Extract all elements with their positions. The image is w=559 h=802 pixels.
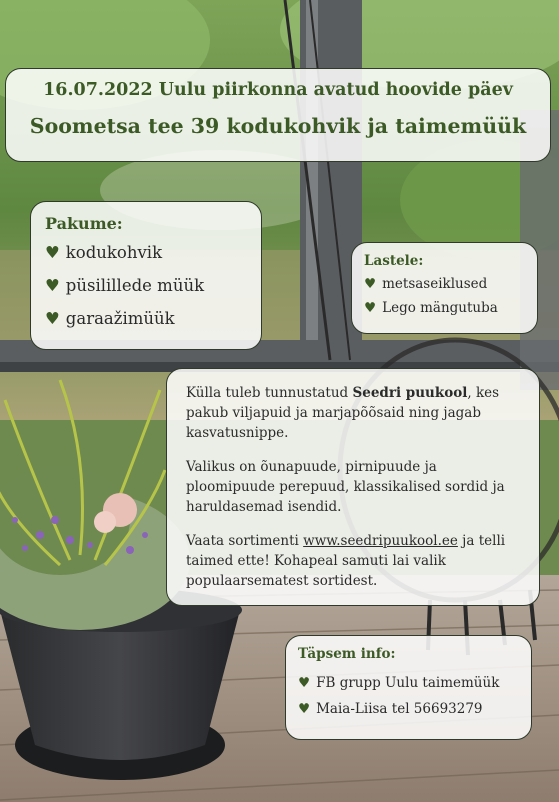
description-panel — [166, 368, 540, 606]
nursery-name: Seedri puukool — [352, 385, 468, 401]
description-paragraph-selection: Valikus on õunapuude, pirnipuude ja ploomipuude perepuud, klassikalised sordid ja haruldasemad isendid. — [186, 459, 505, 515]
list-item — [45, 276, 261, 309]
kids-heading: Lastele: — [364, 253, 424, 269]
description-text: , kes pakub viljapuid ja marjapõõsaid ning jagab kasvatusnippe. — [186, 385, 500, 441]
offer-heading: Pakume: — [45, 214, 123, 233]
description-text: Külla tuleb tunnustatud — [186, 385, 353, 401]
page-title: Soometsa tee 39 kodukohvik ja taimemüük — [29, 114, 527, 138]
info-item-label: FB grupp Uulu taimemüük — [316, 675, 500, 691]
heart-icon: ♥ — [298, 701, 311, 717]
offer-item-label: garaažimüük — [65, 309, 175, 328]
heart-icon: ♥ — [364, 300, 377, 316]
heart-icon: ♥ — [364, 276, 377, 292]
offer-item-label: püsilillede müük — [65, 276, 205, 295]
offer-item-label: kodukohvik — [65, 243, 163, 262]
list-item — [298, 675, 531, 701]
heart-icon: ♥ — [298, 675, 311, 691]
info-item-label: Maia-Liisa tel 56693279 — [316, 701, 483, 717]
kids-item-label: metsaseiklused — [382, 276, 488, 292]
description-text: ja telli taimed ette! Kohapeal samuti lai valik populaarsematest sortidest. — [186, 533, 506, 589]
heart-icon: ♥ — [45, 243, 60, 262]
info-panel — [285, 635, 532, 740]
list-item — [298, 701, 531, 727]
info-heading: Täpsem info: — [298, 646, 396, 662]
kids-item-label: Lego mängutuba — [382, 300, 498, 316]
title-panel — [5, 68, 551, 162]
description-paragraph-nursery — [186, 383, 523, 443]
description-paragraph-website — [186, 531, 523, 591]
description-text: Vaata sortimenti — [186, 533, 304, 549]
list-item — [364, 276, 537, 300]
website-link[interactable]: www.seedripuukool.ee — [303, 533, 458, 549]
heart-icon: ♥ — [45, 276, 60, 295]
event-date-line: 16.07.2022 Uulu piirkonna avatud hoovide päev — [43, 80, 513, 100]
list-item — [45, 309, 261, 342]
heart-icon: ♥ — [45, 309, 60, 328]
offer-panel — [30, 201, 262, 350]
kids-panel — [351, 242, 538, 334]
list-item — [45, 243, 261, 276]
list-item — [364, 300, 537, 324]
